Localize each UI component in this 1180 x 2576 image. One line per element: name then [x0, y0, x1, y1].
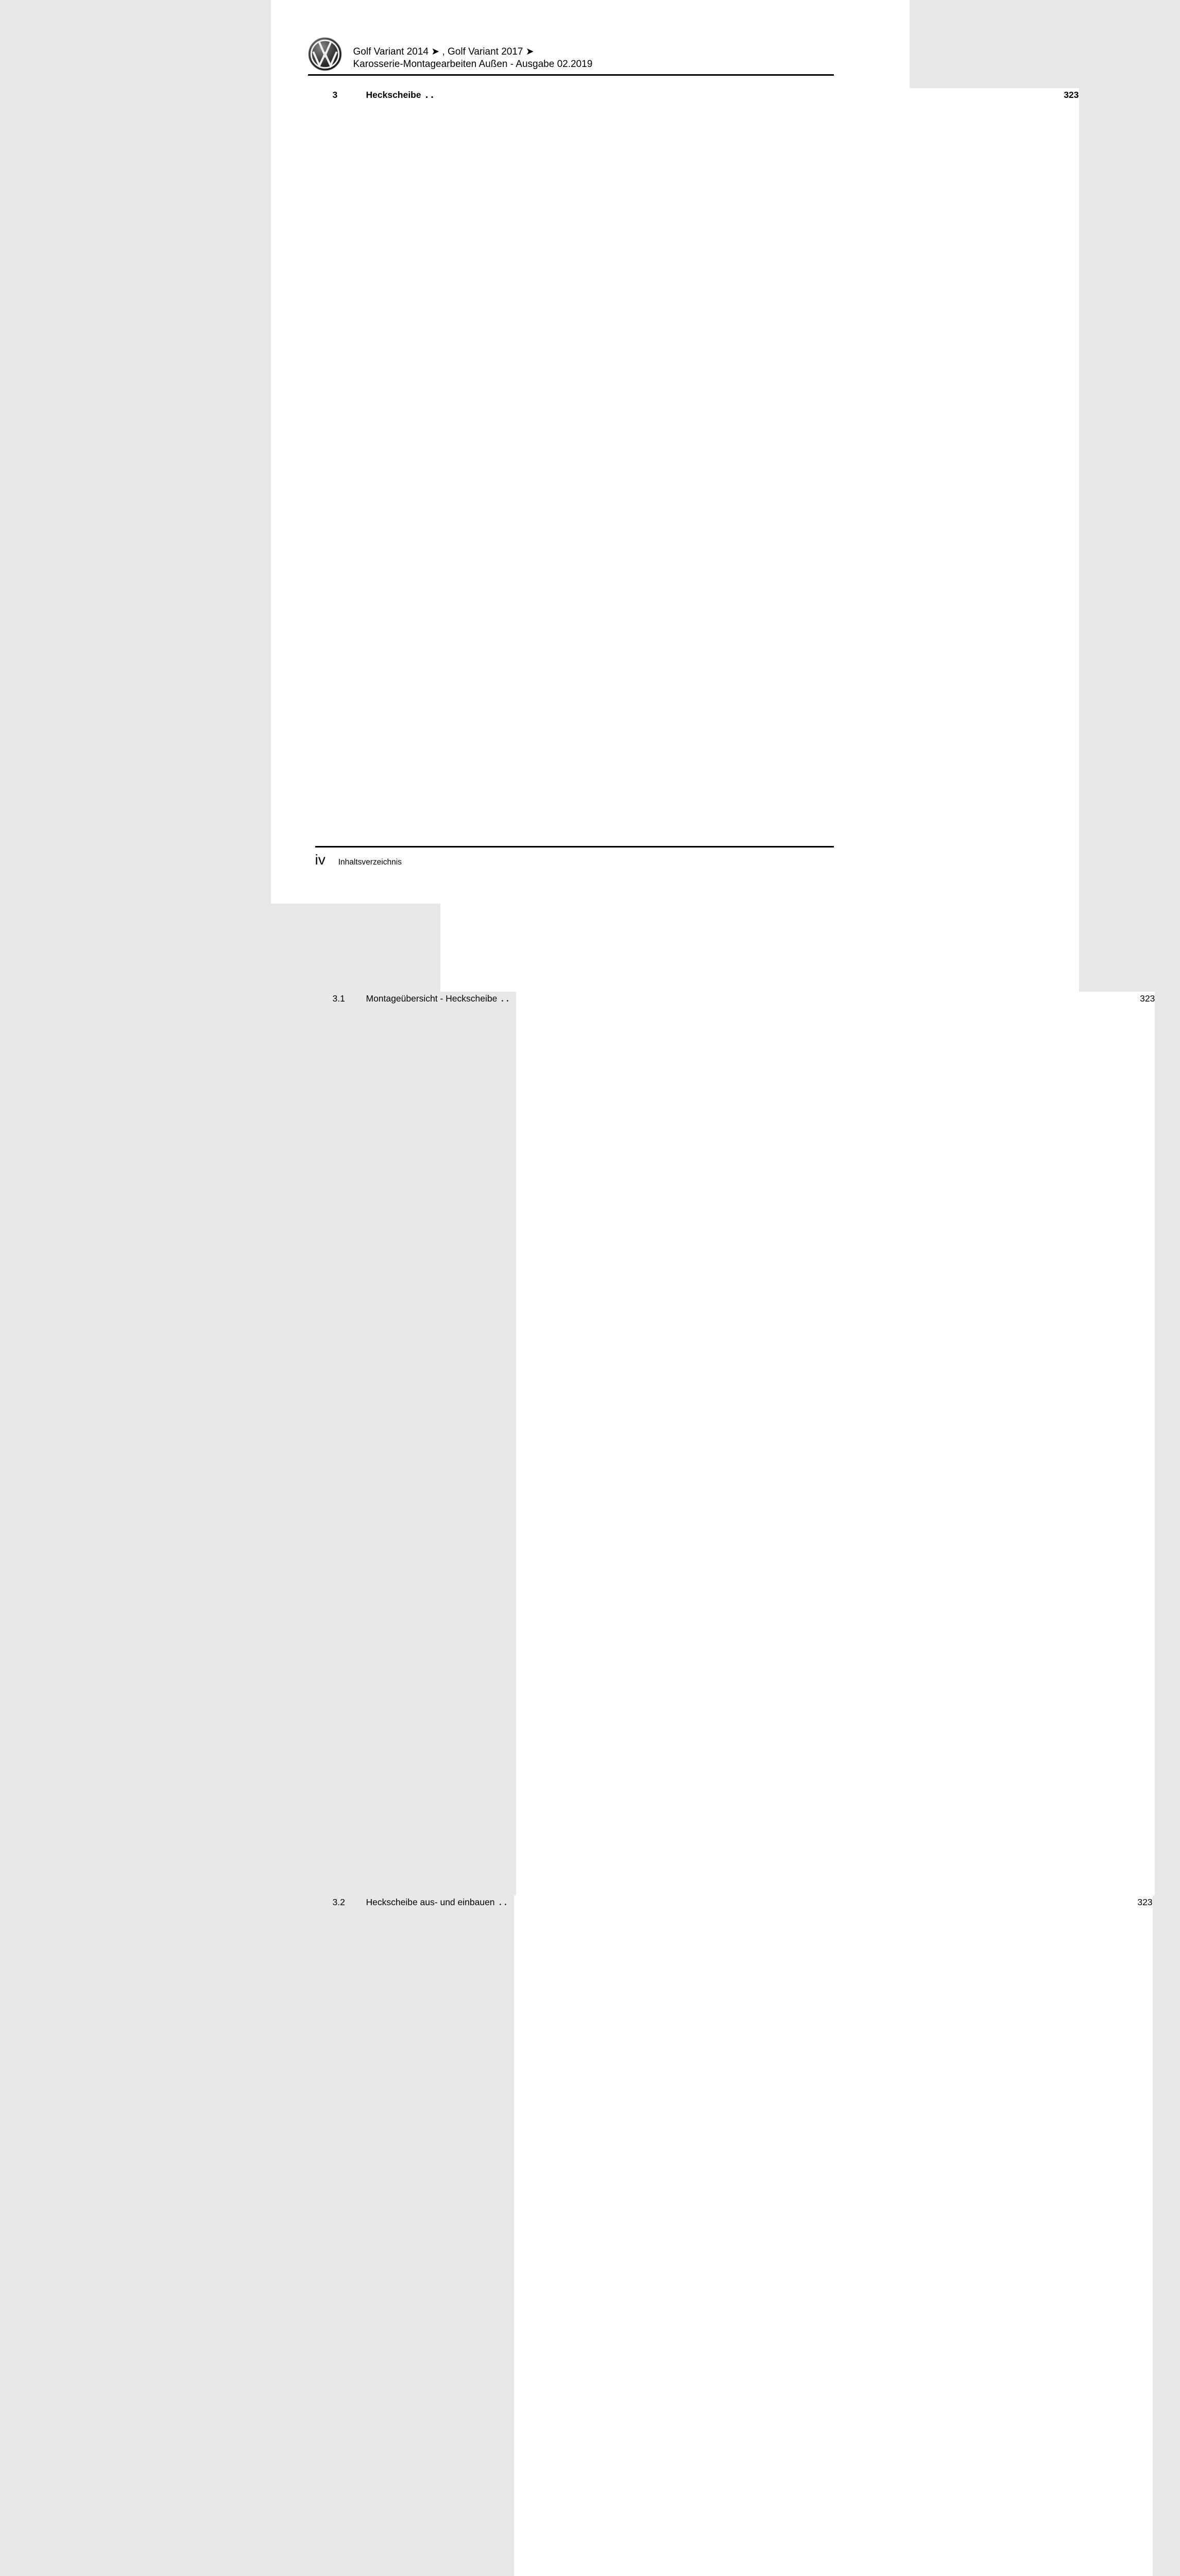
footer-section-label: Inhaltsverzeichnis — [338, 858, 402, 867]
toc-entry[interactable] — [311, 992, 1155, 1895]
toc-entry-number: 3.2 — [332, 1897, 345, 1907]
header-models: Golf Variant 2014 ➤ , Golf Variant 2017 ➤ — [353, 46, 534, 57]
toc-entry-page: 323 — [440, 88, 1079, 992]
dot-leader — [500, 1904, 509, 1905]
vw-logo-icon — [308, 37, 342, 71]
header-title-block — [353, 46, 593, 71]
manual-toc-page — [271, 0, 1155, 1907]
table-of-contents — [311, 84, 1155, 2576]
toc-entry-number: 3 — [332, 90, 338, 100]
toc-entry-title: Montageübersicht - Heckscheibe — [366, 993, 498, 1004]
toc-entry-page: 323 — [516, 992, 1155, 1895]
page-number-roman: iv — [315, 852, 326, 868]
header-subtitle: Karosserie-Montagearbeiten Außen - Ausgabe 02.2019 — [353, 59, 593, 70]
toc-entry[interactable] — [311, 1895, 1153, 2576]
toc-entry-page: 323 — [514, 1895, 1153, 2576]
toc-entry-number: 3.1 — [332, 993, 345, 1004]
page-header — [308, 37, 834, 76]
toc-entry-title: Heckscheibe aus- und einbauen — [366, 1897, 495, 1907]
dot-leader — [426, 96, 435, 98]
dot-leader — [502, 1000, 511, 1002]
page-footer — [315, 846, 834, 868]
toc-entry-title: Heckscheibe — [366, 90, 421, 100]
